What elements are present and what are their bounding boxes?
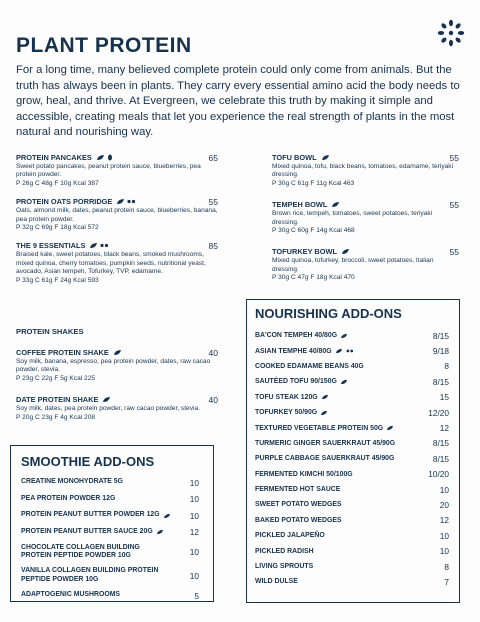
addon-price: 5 (194, 590, 199, 601)
seed-icon (100, 242, 109, 249)
item-price: 55 (449, 200, 459, 211)
leaf-icon (113, 349, 122, 356)
addon-label (255, 471, 353, 478)
addon-label-text: SWEET POTATO WEDGES (255, 501, 342, 509)
leaf-icon (163, 513, 171, 519)
addon-price: 10 (189, 570, 199, 581)
addon-row[interactable] (255, 359, 449, 374)
addon-label-text: WILD DULSE (255, 578, 298, 586)
item-description: Brown rice, tempeh, tomatoes, sweet potatoes, teriyaki dressing. (272, 210, 433, 226)
addon-row[interactable] (255, 497, 449, 512)
addon-price: 9/18 (432, 346, 449, 357)
addon-label-text: VANILLA COLLAGEN BUILDING PROTEIN PEPTIDE POWDER 10G (21, 567, 159, 583)
addon-price: 12 (439, 423, 449, 434)
leaf-icon (331, 201, 340, 208)
addon-price: 10 (439, 484, 449, 495)
addon-label-text: TURMERIC GINGER SAUERKRAUT 45/90G (255, 439, 396, 447)
intro-paragraph: For a long time, many believed complete protein could only come from animals. But the truth has always been in plants. They carry every essential amino acid the body needs to grow, heal, and thrive. At Evergreen, we celebrate this truth by making it simple and accessible, creating meals that let you experience the real strength of plants in the most natural and nourishing way. (16, 64, 460, 139)
addon-price: 8 (444, 561, 449, 572)
addon-label-text: ADAPTOGENIC MUSHROOMS (21, 591, 121, 599)
addon-price: 20 (439, 499, 449, 510)
addon-row[interactable] (21, 541, 205, 563)
menu-item[interactable] (16, 153, 218, 188)
nourishing-addons-list (255, 328, 449, 590)
addon-row[interactable] (255, 559, 449, 574)
addon-label (255, 501, 342, 508)
menu-item[interactable] (272, 247, 459, 282)
addon-label-text: BAKED POTATO WEDGES (255, 516, 342, 524)
leaf-icon (320, 410, 328, 416)
addon-label-text: BA'CON TEMPEH 40/80G (255, 332, 338, 340)
leaf-icon (340, 379, 348, 385)
item-macros: P 32g C 69g F 18g Kcal 572 (16, 224, 99, 232)
nourishing-addons-title: NOURISHING ADD-ONS (255, 306, 402, 321)
addon-row[interactable] (255, 451, 449, 466)
addon-label (255, 548, 314, 555)
addon-price: 7 (444, 576, 449, 587)
seed-icon (127, 198, 136, 205)
addon-row[interactable] (255, 528, 449, 543)
addon-price: 10/20 (428, 469, 449, 480)
addon-label (255, 378, 348, 385)
addon-label-text: COOKED EDAMAME BEANS 40G (255, 362, 364, 370)
addon-price: 10 (189, 510, 199, 521)
addon-label-text: PURPLE CABBAGE SAUERKRAUT 45/90G (255, 455, 395, 463)
leaf-icon (321, 394, 329, 400)
left-dish-column (16, 153, 218, 294)
addon-label-text: PROTEIN PEANUT BUTTER POWDER 12G (21, 511, 160, 519)
item-price: 55 (208, 197, 218, 208)
addon-price: 10 (189, 494, 199, 504)
item-price: 55 (449, 247, 459, 258)
addon-row[interactable] (255, 436, 449, 451)
leaf-icon (116, 198, 125, 205)
addon-label (255, 486, 340, 493)
smoothie-addons-title: SMOOTHIE ADD-ONS (21, 454, 155, 469)
seed-icon (346, 348, 354, 354)
item-name: PROTEIN PANCAKES (16, 153, 92, 162)
item-description: Oats, almond milk, dates, peanut protein sauce, blueberries, banana, pea protein powder. (16, 207, 218, 223)
addon-label-text: ASIAN TEMPHE 40/80G (255, 347, 332, 355)
addon-row[interactable] (255, 482, 449, 497)
item-price: 40 (208, 348, 218, 358)
page-title: PLANT PROTEIN (16, 34, 192, 57)
addon-label (255, 332, 348, 339)
addon-label (255, 455, 394, 462)
item-macros: P 30g C 60g F 14g Kcal 468 (272, 227, 355, 235)
addon-row[interactable] (21, 525, 205, 540)
addon-price: 8/15 (432, 330, 449, 341)
smoothie-addons-list (21, 475, 205, 603)
addon-price: 12 (189, 527, 199, 537)
addon-price: 12/20 (428, 407, 449, 418)
addon-label (21, 528, 164, 536)
leaf-icon (321, 154, 330, 161)
leaf-icon (102, 396, 111, 403)
menu-item[interactable] (16, 197, 218, 232)
addon-row[interactable] (21, 565, 205, 587)
item-name: DATE PROTEIN SHAKE (16, 395, 99, 405)
menu-item[interactable] (272, 200, 459, 235)
protein-shakes-section (16, 327, 218, 431)
flower-logo-icon (436, 18, 466, 48)
leaf-icon (340, 333, 348, 339)
item-macros: P 23g C 22g F 5g Kcal 225 (16, 374, 96, 382)
item-name: TOFURKEY BOWL (272, 247, 338, 257)
addon-row[interactable] (255, 513, 449, 528)
addon-label-text: TEXTURED VEGETABLE PROTEIN 50G (255, 424, 384, 432)
addon-row[interactable] (255, 390, 449, 405)
addon-label (255, 425, 394, 432)
menu-item[interactable] (16, 241, 218, 285)
addon-label-text: LIVING SPROUTS (255, 563, 314, 571)
addon-row[interactable] (255, 374, 449, 389)
item-macros: P 30g C 61g F 11g Kcal 463 (272, 179, 355, 187)
section-heading: PROTEIN SHAKES (16, 327, 84, 336)
item-price: 40 (208, 395, 218, 406)
addon-label-text: FERMENTED KIMCHI 50/100G (255, 470, 353, 478)
leaf-icon (335, 348, 343, 354)
item-macros: P 20g C 23g F 4g Kcal 208 (16, 413, 96, 421)
addon-row[interactable] (255, 574, 449, 589)
item-description: Soy milk, dates, pea protein powder, raw cacao powder, stevia. (16, 405, 200, 413)
addon-price: 8/15 (432, 376, 449, 387)
addon-price: 15 (439, 392, 449, 403)
addon-label (21, 511, 171, 519)
addon-label (255, 517, 342, 524)
item-description: Braised kale, sweet potatoes, black beans, smoked mushrooms, mixed quinoa, cherry tomatoes, pumpkin seeds, nutritional yeast, avocado, Asian tempeh, Tofurkey, TVP, edamame. (16, 251, 206, 276)
item-description: Soy milk, banana, espresso, pea protein powder, dates, raw cacao powder, stevia. (16, 358, 211, 374)
item-price: 65 (208, 153, 218, 163)
addon-row[interactable] (255, 405, 449, 420)
addon-price: 10 (439, 546, 449, 557)
addon-label (255, 348, 354, 355)
addon-row[interactable] (255, 467, 449, 482)
addon-row[interactable] (21, 475, 205, 490)
leaf-icon (96, 154, 105, 161)
addon-row[interactable] (21, 588, 205, 603)
addon-label-text: TOFURKEY 50/90G (255, 409, 318, 417)
item-macros: P 30g C 47g F 18g Kcal 470 (272, 274, 355, 282)
leaf-icon (89, 242, 98, 249)
addon-label (255, 394, 329, 401)
addon-row[interactable] (21, 492, 205, 507)
item-macros: P 26g C 48g F 10g Kcal 387 (16, 179, 99, 187)
addon-price: 8 (444, 361, 449, 372)
addon-price: 10 (189, 547, 199, 557)
item-name: TEMPEH BOWL (272, 200, 328, 210)
addon-label (255, 440, 395, 447)
menu-item[interactable] (272, 153, 459, 188)
addon-label (255, 363, 364, 370)
right-dish-column (272, 153, 459, 292)
addon-row[interactable] (255, 420, 449, 435)
addon-label (21, 591, 120, 599)
addon-row[interactable] (21, 508, 205, 523)
item-name: TOFU BOWL (272, 153, 317, 162)
addon-label-text: PROTEIN PEANUT BUTTER SAUCE 20G (21, 527, 153, 535)
addon-label (21, 567, 171, 584)
addon-label (21, 544, 171, 561)
addon-row[interactable] (255, 328, 449, 343)
leaf-icon (341, 248, 350, 255)
nourishing-addons-box (246, 299, 460, 603)
addon-label-text: PEA PROTEIN POWDER 12G (21, 494, 116, 502)
addon-price: 12 (439, 515, 449, 526)
item-name: COFFEE PROTEIN SHAKE (16, 348, 109, 357)
addon-label (21, 478, 123, 486)
item-description: Mixed quinoa, tofurkey, broccoli, sweet potatoes, Italian dressing. (272, 257, 434, 273)
addon-label (255, 578, 298, 585)
item-name: PROTEIN OATS PORRIDGE (16, 197, 113, 207)
addon-row[interactable] (255, 343, 449, 358)
addon-row[interactable] (255, 543, 449, 558)
item-description: Sweet potato pancakes, peanut protein sauce, blueberries, pea protein powder. (16, 163, 201, 179)
item-name: THE 9 ESSENTIALS (16, 241, 86, 251)
addon-label-text: PICKLED JALAPEÑO (255, 532, 325, 540)
seed-icon (107, 154, 113, 161)
addon-label-text: FERMENTED HOT SAUCE (255, 486, 341, 494)
addon-label-text: SAUTÉED TOFU 90/150G (255, 378, 337, 386)
item-description: Mixed quinoa, tofu, black beans, tomatoes, edamame, teriyaki dressing. (272, 163, 454, 179)
addon-label-text: PICKLED RADISH (255, 547, 314, 555)
item-price: 85 (208, 241, 218, 252)
menu-item[interactable] (16, 395, 218, 422)
addon-label-text: CREATINE MONOHYDRATE 5G (21, 478, 123, 486)
item-macros: P 33g C 61g F 24g Kcal 593 (16, 276, 99, 284)
addon-price: 8/15 (432, 438, 449, 449)
menu-item[interactable] (16, 348, 218, 383)
smoothie-addons-box (10, 445, 214, 602)
addon-price: 10 (439, 530, 449, 541)
addon-label (255, 563, 313, 570)
leaf-icon (156, 529, 164, 535)
item-price: 55 (449, 153, 459, 163)
addon-label-text: TOFU STEAK 120G (255, 393, 318, 401)
addon-price: 10 (189, 477, 199, 488)
addon-label (255, 409, 328, 416)
addon-label-text: CHOCOLATE COLLAGEN BUILDING PROTEIN PEPTIDE POWDER 10G (21, 543, 140, 559)
addon-label (21, 495, 115, 503)
addon-price: 8/15 (432, 453, 449, 464)
addon-label (255, 532, 325, 539)
leaf-icon (386, 425, 394, 431)
